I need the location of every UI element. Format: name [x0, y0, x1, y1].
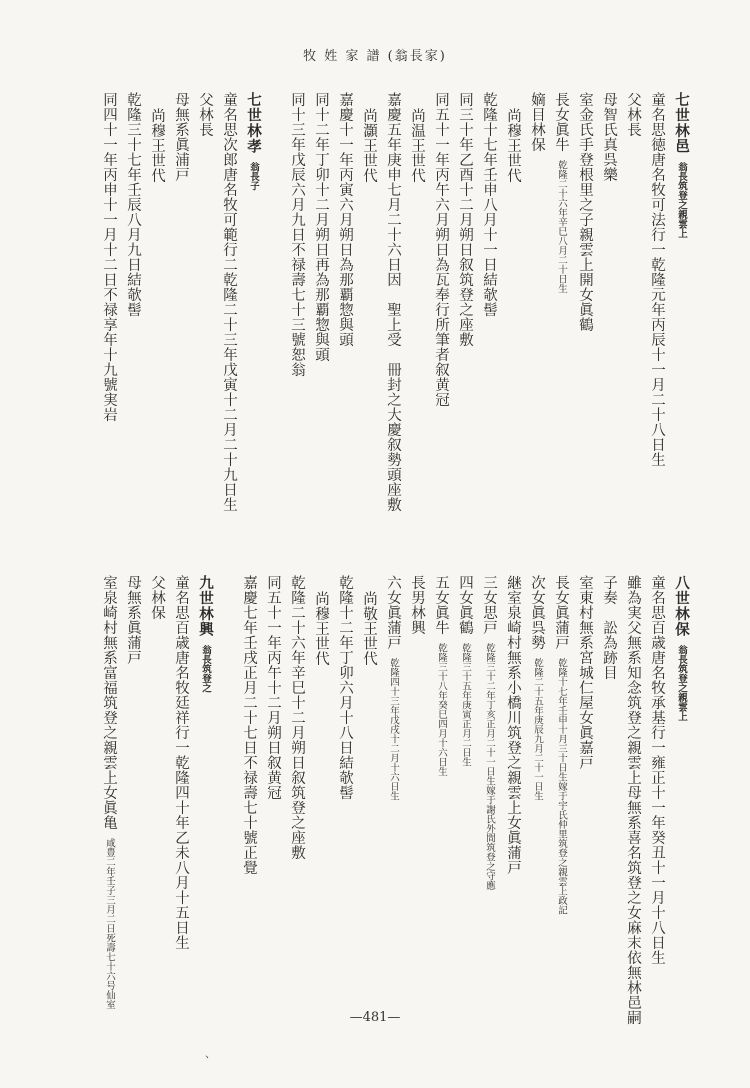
stray-mark: 、: [205, 1047, 216, 1060]
column-text: 尚敬王世代: [361, 591, 377, 666]
annotation-text: 乾隆三十五年庚寅正月二日生: [460, 643, 471, 767]
column-text: 同三十年乙酉十二月朔日叙筑登之座敷: [457, 92, 473, 347]
text-column: [576, 575, 594, 1025]
text-column: [528, 92, 546, 512]
column-text: 嘉慶七年壬戌正月二十七日不禄壽七十號正覺: [241, 575, 257, 875]
column-text: 同四十一年丙申十一月十二日不禄享年十九號実岩: [101, 92, 117, 422]
column-text: 乾隆十二年丁卯六月十八日結欹髻: [337, 575, 353, 800]
text-column: [648, 575, 666, 1025]
text-column: [624, 575, 642, 1025]
text-column: [100, 92, 118, 512]
column-text: 乾隆二十六年辛巳十二月朔日叙筑登之座敷: [289, 575, 305, 860]
text-column: [528, 575, 546, 1025]
column-text: 嫡目林保: [529, 92, 545, 152]
text-column: [648, 92, 666, 512]
text-column: [336, 575, 354, 1025]
annotation-text: 乾隆二十五年庚辰九月二十一日生: [532, 658, 543, 801]
column-text: 童名思徳唐名牧可法行一乾隆元年丙辰十一月二十八日生: [649, 92, 665, 467]
column-text: 継室泉崎村無系小橋川筑登之親雲上女眞蒲戸: [505, 575, 521, 875]
text-column: [288, 92, 306, 512]
text-column: [456, 575, 474, 1025]
annotation-text: 乾隆三十二年丁亥正月二十一日生嫁于謝氏外間筑登之守應: [484, 643, 495, 890]
column-text: 同五十一年丙午六月朔日為瓦奉行所筆者叙黄冠: [433, 92, 449, 407]
generation-heading: [244, 92, 262, 512]
column-text: 童名思次郎唐名牧可範行二乾隆二十三年戊寅十二月二十九日生: [221, 92, 237, 512]
text-column: [600, 575, 618, 1025]
text-column: [504, 575, 522, 1025]
column-text: 長男林興: [409, 575, 425, 635]
text-column: [624, 92, 642, 512]
column-text: 乾隆三十七年壬辰八月九日結欹髻: [125, 92, 141, 317]
text-column: [432, 92, 450, 512]
column-text: 父林長: [625, 92, 641, 137]
reign-heading: [148, 92, 166, 512]
text-column: [148, 575, 166, 1025]
column-text: 父林長: [197, 92, 213, 137]
text-column: [480, 92, 498, 512]
column-text: 室泉崎村無系富福筑登之親雲上女眞亀: [101, 575, 117, 830]
annotation-text: 翁長子: [248, 162, 259, 191]
reign-heading: [504, 92, 522, 512]
text-column: [124, 575, 142, 1025]
text-column: [336, 92, 354, 512]
annotation-text: 翁長筑登之: [200, 645, 211, 693]
column-text: 七世林孝: [245, 92, 262, 154]
text-column: [264, 575, 282, 1025]
column-text: 同五十一年丙午十二月朔日叙黄冠: [265, 575, 281, 800]
column-text: 母智氏真呉樂: [601, 92, 617, 182]
annotation-text: 乾隆十七年壬申十月三十日生嫁于宇氏仲里筑登之親雲上政記: [556, 658, 567, 915]
text-column: [288, 575, 306, 1025]
text-column: [220, 92, 238, 512]
column-text: 母無系眞浦戸: [173, 92, 189, 182]
column-text: 尚穆王世代: [505, 108, 521, 183]
column-gap: [268, 92, 282, 512]
text-column: [456, 92, 474, 512]
column-text: 乾隆十七年壬申八月十一日結欹髻: [481, 92, 497, 317]
column-text: 尚灝王世代: [361, 108, 377, 183]
column-text: 雖為実父無系知念筑登之親雲上母無系喜名筑登之女麻末依無林邑嗣: [625, 575, 641, 1025]
column-text: 長女眞牛: [553, 92, 569, 152]
text-column: [432, 575, 450, 1025]
annotation-text: 翁長筑登之親雲上: [676, 645, 687, 721]
annotation-text: 乾隆三十八年癸巳四月十六日生: [436, 643, 447, 776]
reign-heading: [360, 92, 378, 512]
column-text: 同十三年戊辰六月九日不禄壽七十三號恕翁: [289, 92, 305, 377]
text-column: [480, 575, 498, 1025]
column-text: 童名思百歳唐名牧廷祥行一乾隆四十年乙未八月十五日生: [173, 575, 189, 950]
column-text: 五女眞牛: [433, 575, 449, 635]
bottom-text-block: [100, 575, 690, 1025]
text-column: [312, 92, 330, 512]
column-text: 童名思百歳唐名牧承基行一雍正十一年癸丑十一月十八日生: [649, 575, 665, 965]
page-number: —481—: [349, 1010, 401, 1025]
text-column: [384, 575, 402, 1025]
column-text: 室金氏手登根里之子親雲上開女眞鶴: [577, 92, 593, 332]
column-text: 九世林興: [197, 575, 214, 637]
column-text: 室東村無系宮城仁屋女眞嘉戸: [577, 575, 593, 770]
generation-heading: [196, 575, 214, 1025]
reign-heading: [408, 92, 426, 512]
reign-heading: [312, 575, 330, 1025]
column-text: 四女眞鶴: [457, 575, 473, 635]
column-text: 三女思戸: [481, 575, 497, 635]
text-column: [408, 575, 426, 1025]
annotation-text: 乾隆四十三年戊戌十二月十六日生: [388, 658, 399, 801]
column-text: 父林保: [149, 575, 165, 620]
text-column: [384, 92, 402, 512]
column-text: 尚温王世代: [409, 108, 425, 183]
column-gap: [220, 575, 234, 1025]
column-text: 尚穆王世代: [149, 108, 165, 183]
column-text: 長女眞蒲戸: [553, 575, 569, 650]
text-column: [240, 575, 258, 1025]
annotation-text: 翁長筑登之親雲上: [676, 162, 687, 238]
top-text-block: [100, 92, 690, 512]
annotation-text: 乾隆二十六年辛巳八月二十日生: [556, 160, 567, 293]
column-text: 同十二年丁卯十二月朔日再為那覇惣與頭: [313, 92, 329, 362]
column-text: 尚穆王世代: [313, 591, 329, 666]
text-column: [552, 575, 570, 1025]
column-text: 母無系眞蒲戸: [125, 575, 141, 665]
generation-heading: [672, 92, 690, 512]
text-column: [172, 92, 190, 512]
column-text: 嘉慶十一年丙寅六月朔日為那覇惣與頭: [337, 92, 353, 347]
generation-heading: [672, 575, 690, 1025]
text-column: [172, 575, 190, 1025]
reign-heading: [360, 575, 378, 1025]
text-column: [124, 92, 142, 512]
text-column: [600, 92, 618, 512]
annotation-text: 咸豊二年壬子三月二日死壽七十六号仙室: [104, 838, 115, 1009]
text-column: [196, 92, 214, 512]
text-column: [552, 92, 570, 512]
column-text: 六女眞蒲戸: [385, 575, 401, 650]
page-header: 牧 姓 家 譜 (翁長家): [303, 49, 447, 64]
text-column: [100, 575, 118, 1025]
column-text: 子奏 訟為跡目: [601, 575, 617, 680]
column-text: 七世林邑: [673, 92, 690, 154]
column-text: 八世林保: [673, 575, 690, 637]
text-column: [576, 92, 594, 512]
column-text: 嘉慶五年庚申七月二十六日因 聖上受 冊封之大慶叙勢頭座敷: [385, 92, 401, 512]
column-text: 次女眞呉勢: [529, 575, 545, 650]
